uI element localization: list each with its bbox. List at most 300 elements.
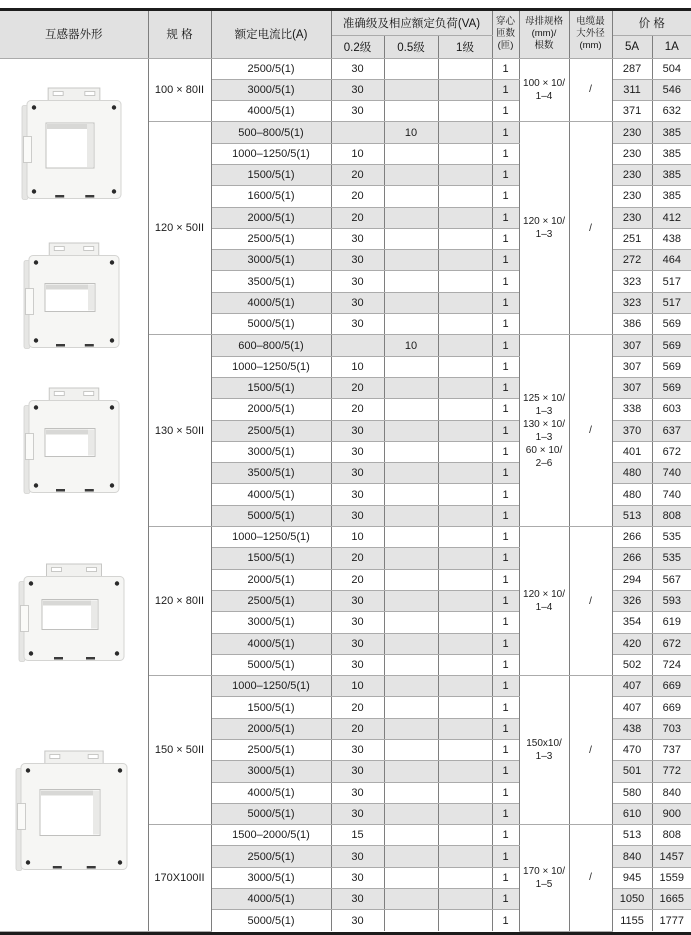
busbar-cell xyxy=(519,676,569,825)
price-5a-cell: 1155 xyxy=(612,910,652,931)
price-5a-cell: 501 xyxy=(612,761,652,782)
price-5a-cell: 338 xyxy=(612,399,652,420)
class-1-cell xyxy=(438,740,492,761)
price-5a-cell: 513 xyxy=(612,505,652,526)
class-1-cell xyxy=(438,527,492,548)
class-02-cell: 30 xyxy=(331,740,384,761)
price-5a-cell: 311 xyxy=(612,79,652,100)
ratio-cell: 4000/5(1) xyxy=(211,889,331,910)
ratio-cell: 2500/5(1) xyxy=(211,228,331,249)
price-5a-cell: 307 xyxy=(612,356,652,377)
class-02-cell: 30 xyxy=(331,761,384,782)
turns-cell: 1 xyxy=(492,399,519,420)
class-05-cell xyxy=(384,463,438,484)
spec-cell: 120 × 80II xyxy=(148,527,211,676)
busbar-line: 1–3 xyxy=(535,405,553,417)
price-5a-cell: 307 xyxy=(612,377,652,398)
turns-cell: 1 xyxy=(492,740,519,761)
class-1-cell xyxy=(438,782,492,803)
price-5a-cell: 230 xyxy=(612,122,652,143)
class-02-cell: 30 xyxy=(331,101,384,122)
class-02-cell: 30 xyxy=(331,782,384,803)
busbar-line: 120 × 10/ xyxy=(523,216,565,228)
class-05-cell xyxy=(384,889,438,910)
class-02-cell: 30 xyxy=(331,505,384,526)
class-05-cell xyxy=(384,228,438,249)
class-02-cell: 30 xyxy=(331,79,384,100)
class-1-cell xyxy=(438,846,492,867)
ratio-cell: 1000–1250/5(1) xyxy=(211,676,331,697)
class-05-cell xyxy=(384,825,438,846)
class-05-cell xyxy=(384,441,438,462)
class-05-cell xyxy=(384,292,438,313)
price-5a-cell: 513 xyxy=(612,825,652,846)
ratio-cell: 1000–1250/5(1) xyxy=(211,143,331,164)
class-05-cell xyxy=(384,271,438,292)
price-5a-cell: 251 xyxy=(612,228,652,249)
class-1-cell xyxy=(438,101,492,122)
class-1-cell xyxy=(438,377,492,398)
class-02-cell: 15 xyxy=(331,825,384,846)
class-02-cell: 10 xyxy=(331,527,384,548)
price-5a-cell: 266 xyxy=(612,527,652,548)
class-02-cell: 30 xyxy=(331,250,384,271)
price-5a-cell: 610 xyxy=(612,803,652,824)
class-05-cell xyxy=(384,548,438,569)
class-1-cell xyxy=(438,548,492,569)
class-02-cell: 30 xyxy=(331,633,384,654)
busbar-line: 100 × 10/ xyxy=(523,77,565,89)
busbar-cell xyxy=(519,825,569,931)
class-05-cell xyxy=(384,527,438,548)
ratio-cell: 1500/5(1) xyxy=(211,548,331,569)
class-02-cell: 10 xyxy=(331,143,384,164)
class-02-cell: 30 xyxy=(331,803,384,824)
class-05-cell xyxy=(384,697,438,718)
class-02-cell: 10 xyxy=(331,676,384,697)
class-05-cell xyxy=(384,164,438,185)
class-1-cell xyxy=(438,420,492,441)
price-1a-cell: 517 xyxy=(652,292,691,313)
price-5a-cell: 307 xyxy=(612,335,652,356)
busbar-line: 130 × 10/ xyxy=(523,418,565,430)
class-05-cell xyxy=(384,399,438,420)
ratio-cell: 1500/5(1) xyxy=(211,164,331,185)
class-02-cell: 30 xyxy=(331,910,384,931)
ratio-cell: 3500/5(1) xyxy=(211,271,331,292)
spec-cell: 120 × 50II xyxy=(148,122,211,335)
class-1-cell xyxy=(438,867,492,888)
class-05-cell xyxy=(384,654,438,675)
col-header-turns-line: 穿心 xyxy=(496,15,516,27)
turns-cell: 1 xyxy=(492,803,519,824)
col-header-busbar-line: 根数 xyxy=(534,40,554,52)
turns-cell: 1 xyxy=(492,484,519,505)
class-02-cell: 30 xyxy=(331,271,384,292)
price-5a-cell: 945 xyxy=(612,867,652,888)
class-02-cell: 20 xyxy=(331,697,384,718)
class-05-cell xyxy=(384,505,438,526)
busbar-line: 120 × 10/ xyxy=(523,589,565,601)
class-05-cell xyxy=(384,101,438,122)
class-1-cell xyxy=(438,399,492,420)
price-5a-cell: 407 xyxy=(612,697,652,718)
class-05-cell xyxy=(384,186,438,207)
class-1-cell xyxy=(438,441,492,462)
turns-cell: 1 xyxy=(492,505,519,526)
price-1a-cell: 1665 xyxy=(652,889,691,910)
turns-cell: 1 xyxy=(492,101,519,122)
busbar-line: 60 × 10/ xyxy=(525,444,563,456)
price-1a-cell: 567 xyxy=(652,569,691,590)
price-5a-cell: 1050 xyxy=(612,889,652,910)
turns-cell: 1 xyxy=(492,335,519,356)
price-1a-cell: 464 xyxy=(652,250,691,271)
class-05-cell xyxy=(384,79,438,100)
col-header-cable-line: 电缆最 xyxy=(576,15,605,27)
price-1a-cell: 385 xyxy=(652,186,691,207)
ratio-cell: 1600/5(1) xyxy=(211,186,331,207)
turns-cell: 1 xyxy=(492,867,519,888)
col-header-class-05: 0.5级 xyxy=(384,35,438,58)
price-1a-cell: 569 xyxy=(652,335,691,356)
busbar-line: 1–4 xyxy=(535,602,553,614)
turns-cell: 1 xyxy=(492,79,519,100)
class-05-cell xyxy=(384,910,438,931)
ratio-cell: 5000/5(1) xyxy=(211,803,331,824)
turns-cell: 1 xyxy=(492,569,519,590)
class-05-cell xyxy=(384,58,438,79)
busbar-cell xyxy=(519,335,569,527)
appearance-cell xyxy=(0,58,148,931)
price-1a-cell: 517 xyxy=(652,271,691,292)
class-02-cell: 30 xyxy=(331,420,384,441)
ratio-cell: 500–800/5(1) xyxy=(211,122,331,143)
price-5a-cell: 230 xyxy=(612,207,652,228)
class-05-cell xyxy=(384,612,438,633)
busbar-line: 1–5 xyxy=(535,878,553,890)
turns-cell: 1 xyxy=(492,58,519,79)
class-05-cell xyxy=(384,867,438,888)
busbar-line: 1–4 xyxy=(535,90,553,102)
class-1-cell xyxy=(438,633,492,654)
turns-cell: 1 xyxy=(492,782,519,803)
price-5a-cell: 840 xyxy=(612,846,652,867)
price-1a-cell: 535 xyxy=(652,548,691,569)
col-header-ratio: 额定电流比(A) xyxy=(211,11,331,58)
col-header-price-5a: 5A xyxy=(612,35,652,58)
ratio-cell: 2000/5(1) xyxy=(211,207,331,228)
col-header-class-1: 1级 xyxy=(438,35,492,58)
class-02-cell: 30 xyxy=(331,867,384,888)
class-05-cell xyxy=(384,377,438,398)
turns-cell: 1 xyxy=(492,910,519,931)
price-1a-cell: 808 xyxy=(652,825,691,846)
class-1-cell xyxy=(438,314,492,335)
class-1-cell xyxy=(438,484,492,505)
class-02-cell: 10 xyxy=(331,356,384,377)
turns-cell: 1 xyxy=(492,143,519,164)
turns-cell: 1 xyxy=(492,420,519,441)
ratio-cell: 2500/5(1) xyxy=(211,740,331,761)
cable-cell: / xyxy=(569,676,612,825)
price-1a-cell: 724 xyxy=(652,654,691,675)
ratio-cell: 4000/5(1) xyxy=(211,484,331,505)
ratio-cell: 600–800/5(1) xyxy=(211,335,331,356)
price-1a-cell: 1457 xyxy=(652,846,691,867)
col-header-price-1a: 1A xyxy=(652,35,691,58)
ratio-cell: 4000/5(1) xyxy=(211,782,331,803)
turns-cell: 1 xyxy=(492,314,519,335)
price-1a-cell: 619 xyxy=(652,612,691,633)
class-02-cell: 30 xyxy=(331,441,384,462)
price-5a-cell: 480 xyxy=(612,484,652,505)
class-02-cell: 30 xyxy=(331,889,384,910)
col-header-spec: 规 格 xyxy=(148,11,211,58)
price-1a-cell: 593 xyxy=(652,590,691,611)
busbar-line: 170 × 10/ xyxy=(523,865,565,877)
ratio-cell: 3000/5(1) xyxy=(211,761,331,782)
price-5a-cell: 438 xyxy=(612,718,652,739)
price-5a-cell: 386 xyxy=(612,314,652,335)
class-05-cell xyxy=(384,420,438,441)
class-02-cell: 20 xyxy=(331,548,384,569)
busbar-line: 1–3 xyxy=(535,431,553,443)
turns-cell: 1 xyxy=(492,654,519,675)
ratio-cell: 3000/5(1) xyxy=(211,867,331,888)
col-header-class-02: 0.2级 xyxy=(331,35,384,58)
ratio-cell: 2500/5(1) xyxy=(211,590,331,611)
cable-cell: / xyxy=(569,335,612,527)
ratio-cell: 4000/5(1) xyxy=(211,101,331,122)
class-05-cell xyxy=(384,143,438,164)
class-1-cell xyxy=(438,292,492,313)
busbar-cell xyxy=(519,58,569,122)
cable-cell: / xyxy=(569,58,612,122)
class-1-cell xyxy=(438,676,492,697)
cable-cell: / xyxy=(569,825,612,931)
ratio-cell: 5000/5(1) xyxy=(211,505,331,526)
class-1-cell xyxy=(438,612,492,633)
price-1a-cell: 808 xyxy=(652,505,691,526)
price-5a-cell: 230 xyxy=(612,164,652,185)
price-1a-cell: 669 xyxy=(652,697,691,718)
class-02-cell: 30 xyxy=(331,654,384,675)
class-05-cell: 10 xyxy=(384,122,438,143)
class-02-cell: 30 xyxy=(331,314,384,335)
turns-cell: 1 xyxy=(492,612,519,633)
class-05-cell xyxy=(384,356,438,377)
class-02-cell: 30 xyxy=(331,484,384,505)
transformer-photo xyxy=(13,749,135,878)
class-1-cell xyxy=(438,271,492,292)
price-5a-cell: 580 xyxy=(612,782,652,803)
class-1-cell xyxy=(438,79,492,100)
class-1-cell xyxy=(438,186,492,207)
price-1a-cell: 740 xyxy=(652,484,691,505)
turns-cell: 1 xyxy=(492,164,519,185)
price-5a-cell: 287 xyxy=(612,58,652,79)
class-05-cell xyxy=(384,761,438,782)
ratio-cell: 5000/5(1) xyxy=(211,314,331,335)
col-header-cable xyxy=(569,11,612,58)
ratio-cell: 1500–2000/5(1) xyxy=(211,825,331,846)
price-5a-cell: 480 xyxy=(612,463,652,484)
price-5a-cell: 294 xyxy=(612,569,652,590)
turns-cell: 1 xyxy=(492,697,519,718)
price-5a-cell: 371 xyxy=(612,101,652,122)
price-5a-cell: 272 xyxy=(612,250,652,271)
price-5a-cell: 420 xyxy=(612,633,652,654)
price-1a-cell: 772 xyxy=(652,761,691,782)
class-05-cell xyxy=(384,782,438,803)
price-5a-cell: 407 xyxy=(612,676,652,697)
col-header-cable-line: (mm) xyxy=(579,40,602,52)
price-5a-cell: 354 xyxy=(612,612,652,633)
ratio-cell: 3000/5(1) xyxy=(211,441,331,462)
class-05-cell: 10 xyxy=(384,335,438,356)
turns-cell: 1 xyxy=(492,718,519,739)
ratio-cell: 2500/5(1) xyxy=(211,420,331,441)
table-row xyxy=(0,58,691,79)
turns-cell: 1 xyxy=(492,122,519,143)
price-5a-cell: 470 xyxy=(612,740,652,761)
turns-cell: 1 xyxy=(492,356,519,377)
price-1a-cell: 703 xyxy=(652,718,691,739)
class-1-cell xyxy=(438,505,492,526)
transformer-photo xyxy=(21,386,127,501)
transformer-photo xyxy=(16,562,132,669)
ratio-cell: 2000/5(1) xyxy=(211,569,331,590)
class-05-cell xyxy=(384,676,438,697)
class-02-cell: 20 xyxy=(331,164,384,185)
turns-cell: 1 xyxy=(492,377,519,398)
class-1-cell xyxy=(438,250,492,271)
class-05-cell xyxy=(384,314,438,335)
turns-cell: 1 xyxy=(492,228,519,249)
class-1-cell xyxy=(438,207,492,228)
class-02-cell: 20 xyxy=(331,186,384,207)
price-1a-cell: 569 xyxy=(652,377,691,398)
price-1a-cell: 840 xyxy=(652,782,691,803)
turns-cell: 1 xyxy=(492,825,519,846)
price-5a-cell: 266 xyxy=(612,548,652,569)
col-header-turns xyxy=(492,11,519,58)
class-02-cell: 30 xyxy=(331,590,384,611)
class-05-cell xyxy=(384,207,438,228)
class-1-cell xyxy=(438,122,492,143)
transformer-photo xyxy=(19,86,129,207)
price-1a-cell: 672 xyxy=(652,441,691,462)
col-header-price-group: 价 格 xyxy=(612,11,691,35)
class-02-cell: 20 xyxy=(331,569,384,590)
turns-cell: 1 xyxy=(492,846,519,867)
class-02-cell: 30 xyxy=(331,846,384,867)
ratio-cell: 2500/5(1) xyxy=(211,58,331,79)
turns-cell: 1 xyxy=(492,250,519,271)
spec-cell: 170X100II xyxy=(148,825,211,931)
col-header-busbar-line: 母排规格 xyxy=(525,15,564,27)
price-5a-cell: 323 xyxy=(612,271,652,292)
col-header-turns-line: 匝数 xyxy=(496,28,516,40)
class-02-cell xyxy=(331,122,384,143)
class-1-cell xyxy=(438,825,492,846)
price-1a-cell: 438 xyxy=(652,228,691,249)
class-05-cell xyxy=(384,846,438,867)
class-05-cell xyxy=(384,590,438,611)
col-header-accuracy-group: 准确级及相应额定负荷(VA) xyxy=(331,11,492,35)
class-1-cell xyxy=(438,803,492,824)
class-1-cell xyxy=(438,889,492,910)
price-1a-cell: 385 xyxy=(652,122,691,143)
col-header-appearance: 互感器外形 xyxy=(0,11,148,58)
col-header-busbar xyxy=(519,11,569,58)
turns-cell: 1 xyxy=(492,889,519,910)
price-1a-cell: 504 xyxy=(652,58,691,79)
price-5a-cell: 323 xyxy=(612,292,652,313)
class-02-cell: 20 xyxy=(331,377,384,398)
turns-cell: 1 xyxy=(492,186,519,207)
class-05-cell xyxy=(384,803,438,824)
class-1-cell xyxy=(438,164,492,185)
class-02-cell: 20 xyxy=(331,718,384,739)
class-05-cell xyxy=(384,718,438,739)
busbar-line: 1–3 xyxy=(535,751,553,763)
price-1a-cell: 737 xyxy=(652,740,691,761)
price-1a-cell: 385 xyxy=(652,143,691,164)
ratio-cell: 2000/5(1) xyxy=(211,399,331,420)
spec-price-table-wrap xyxy=(0,8,691,935)
col-header-cable-line: 大外径 xyxy=(576,28,605,40)
price-1a-cell: 569 xyxy=(652,356,691,377)
class-1-cell xyxy=(438,590,492,611)
class-1-cell xyxy=(438,654,492,675)
price-1a-cell: 740 xyxy=(652,463,691,484)
price-5a-cell: 326 xyxy=(612,590,652,611)
price-1a-cell: 1559 xyxy=(652,867,691,888)
price-1a-cell: 1777 xyxy=(652,910,691,931)
turns-cell: 1 xyxy=(492,590,519,611)
ratio-cell: 1000–1250/5(1) xyxy=(211,527,331,548)
price-1a-cell: 603 xyxy=(652,399,691,420)
class-05-cell xyxy=(384,484,438,505)
ratio-cell: 4000/5(1) xyxy=(211,633,331,654)
transformer-photo xyxy=(21,241,127,356)
ratio-cell: 3500/5(1) xyxy=(211,463,331,484)
turns-cell: 1 xyxy=(492,207,519,228)
turns-cell: 1 xyxy=(492,633,519,654)
price-1a-cell: 535 xyxy=(652,527,691,548)
class-1-cell xyxy=(438,143,492,164)
class-1-cell xyxy=(438,58,492,79)
class-1-cell xyxy=(438,356,492,377)
class-1-cell xyxy=(438,463,492,484)
ratio-cell: 5000/5(1) xyxy=(211,654,331,675)
price-5a-cell: 230 xyxy=(612,143,652,164)
spec-price-table xyxy=(0,11,691,932)
turns-cell: 1 xyxy=(492,271,519,292)
cable-cell: / xyxy=(569,122,612,335)
ratio-cell: 1500/5(1) xyxy=(211,697,331,718)
class-1-cell xyxy=(438,569,492,590)
ratio-cell: 4000/5(1) xyxy=(211,292,331,313)
class-1-cell xyxy=(438,228,492,249)
class-1-cell xyxy=(438,910,492,931)
busbar-cell xyxy=(519,527,569,676)
price-1a-cell: 632 xyxy=(652,101,691,122)
class-02-cell: 20 xyxy=(331,207,384,228)
price-1a-cell: 385 xyxy=(652,164,691,185)
